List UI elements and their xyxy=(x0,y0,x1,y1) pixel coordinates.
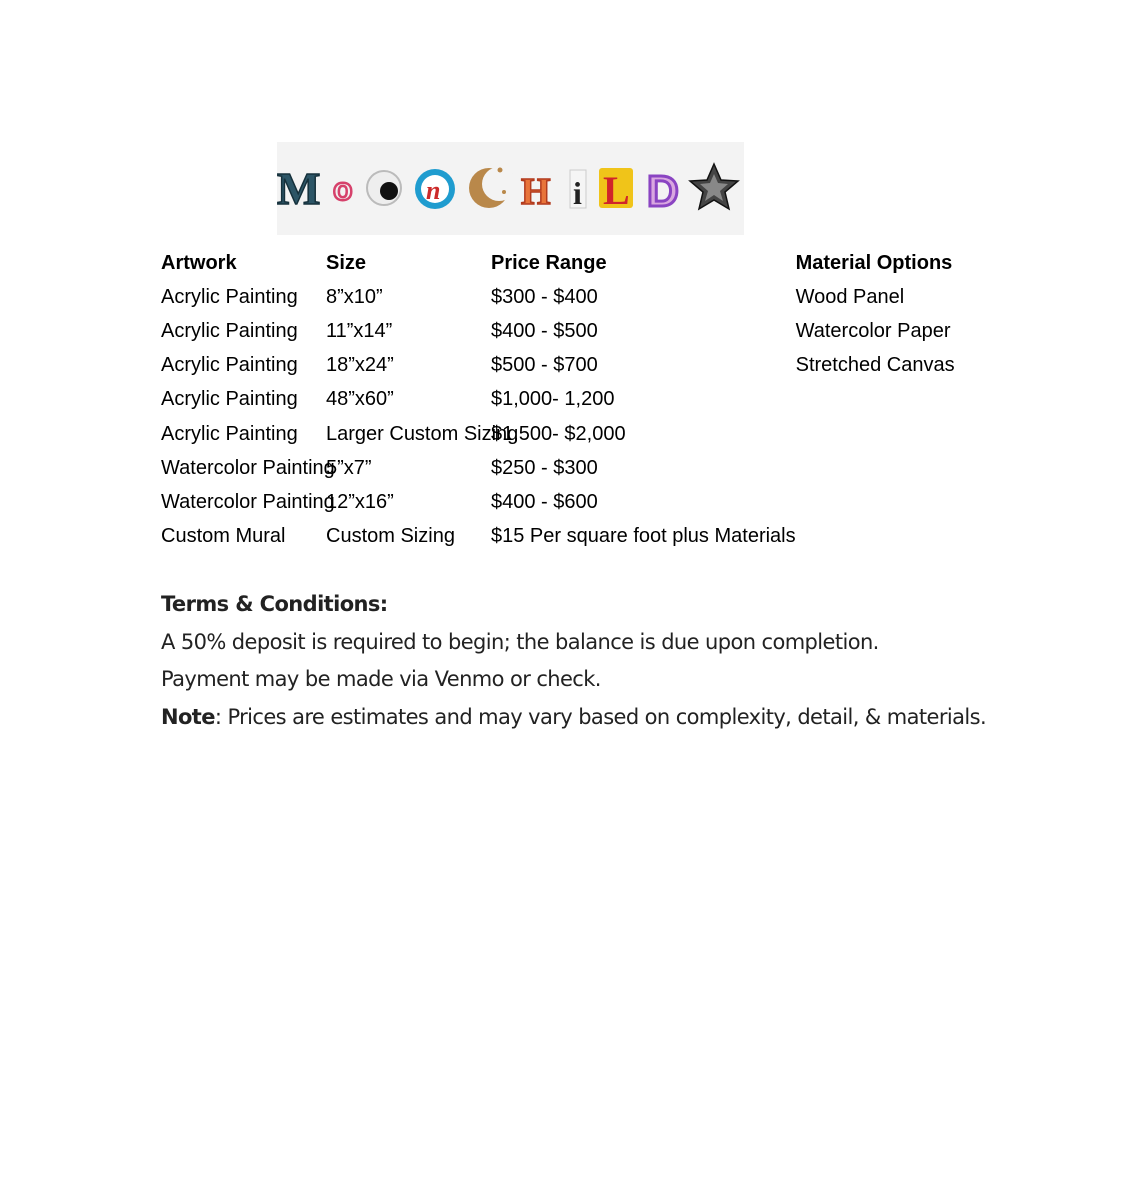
cell-material xyxy=(796,520,996,554)
moonchild-logo-graphic xyxy=(277,142,744,235)
cell-artwork: Acrylic Painting xyxy=(161,285,298,308)
svg-text:i: i xyxy=(573,175,582,211)
cell-material: Watercolor Paper xyxy=(795,319,951,342)
cell-price: $15 Per square foot plus Materials xyxy=(491,525,796,548)
cell-material xyxy=(796,417,996,451)
cell-price: $400 - $600 xyxy=(491,490,598,513)
cell-size-text: Larger Custom Sizing xyxy=(326,422,519,445)
cell-artwork-text: Watercolor Painting xyxy=(161,490,335,513)
terms-note-line xyxy=(161,701,1061,739)
table-row xyxy=(161,280,996,314)
table-row xyxy=(161,451,996,485)
cell-price: $500 - $700 xyxy=(491,354,598,377)
cell-artwork-text: Watercolor Painting xyxy=(161,456,335,479)
logo-moon-icon xyxy=(469,167,516,208)
terms-deposit-line: A 50% deposit is required to begin; the balance is due upon completion. xyxy=(161,629,879,654)
note-text: : Prices are estimates and may vary based on complexity, detail, & materials. xyxy=(214,704,987,729)
table-row xyxy=(161,417,996,451)
terms-section xyxy=(161,588,1061,738)
logo-letter-n-badge xyxy=(415,169,455,209)
moonchild-logo xyxy=(277,142,744,235)
cell-artwork: Acrylic Painting xyxy=(161,354,298,377)
terms-heading: Terms & Conditions: xyxy=(161,592,388,616)
table-row xyxy=(161,349,996,383)
cell-size xyxy=(326,417,519,451)
cell-material: Wood Panel xyxy=(795,285,905,308)
cell-size: 5”x7” xyxy=(326,456,372,479)
table-row xyxy=(161,520,996,554)
logo-googly-eye-icon xyxy=(367,171,401,205)
cell-material xyxy=(796,383,996,417)
table-row xyxy=(161,485,996,519)
cell-artwork: Acrylic Painting xyxy=(161,388,298,411)
table-row xyxy=(161,314,996,348)
terms-payment-line: Payment may be made via Venmo or check. xyxy=(161,667,601,691)
svg-text:L: L xyxy=(603,168,630,213)
cell-size: 12”x16” xyxy=(326,490,394,513)
logo-letter-o1: o xyxy=(333,171,353,207)
cell-size: 11”x14” xyxy=(326,319,393,342)
cell-price: $400 - $500 xyxy=(491,319,598,342)
cell-price: $1,500- $2,000 xyxy=(491,422,626,445)
cell-size: 8”x10” xyxy=(326,285,383,308)
cell-size: 18”x24” xyxy=(326,354,394,377)
cell-artwork xyxy=(161,451,335,485)
pricing-table xyxy=(161,246,996,554)
logo-letter-d: D xyxy=(647,167,679,216)
cell-material: Stretched Canvas xyxy=(795,354,955,377)
logo-letter-h: H xyxy=(521,171,551,213)
header-size: Size xyxy=(326,251,367,274)
svg-text:n: n xyxy=(426,176,441,205)
logo-star-icon xyxy=(690,164,738,209)
cell-material xyxy=(796,451,996,485)
cell-artwork: Acrylic Painting xyxy=(161,422,298,445)
header-price-range: Price Range xyxy=(491,251,607,274)
cell-artwork: Acrylic Painting xyxy=(161,319,298,342)
header-material-options: Material Options xyxy=(795,251,953,274)
header-artwork: Artwork xyxy=(161,251,237,274)
logo-letter-i xyxy=(570,170,586,211)
table-row xyxy=(161,383,996,417)
logo-letter-m: M xyxy=(277,163,321,214)
cell-price: $300 - $400 xyxy=(491,285,598,308)
cell-size: Custom Sizing xyxy=(326,525,455,548)
cell-price: $1,000- 1,200 xyxy=(491,388,615,411)
table-header-row xyxy=(161,246,996,280)
cell-material xyxy=(796,485,996,519)
note-label: Note xyxy=(161,704,215,729)
cell-size: 48”x60” xyxy=(326,388,394,411)
cell-artwork xyxy=(161,485,335,519)
cell-price: $250 - $300 xyxy=(491,456,598,479)
logo-letter-l xyxy=(599,168,633,213)
cell-artwork: Custom Mural xyxy=(161,525,286,548)
